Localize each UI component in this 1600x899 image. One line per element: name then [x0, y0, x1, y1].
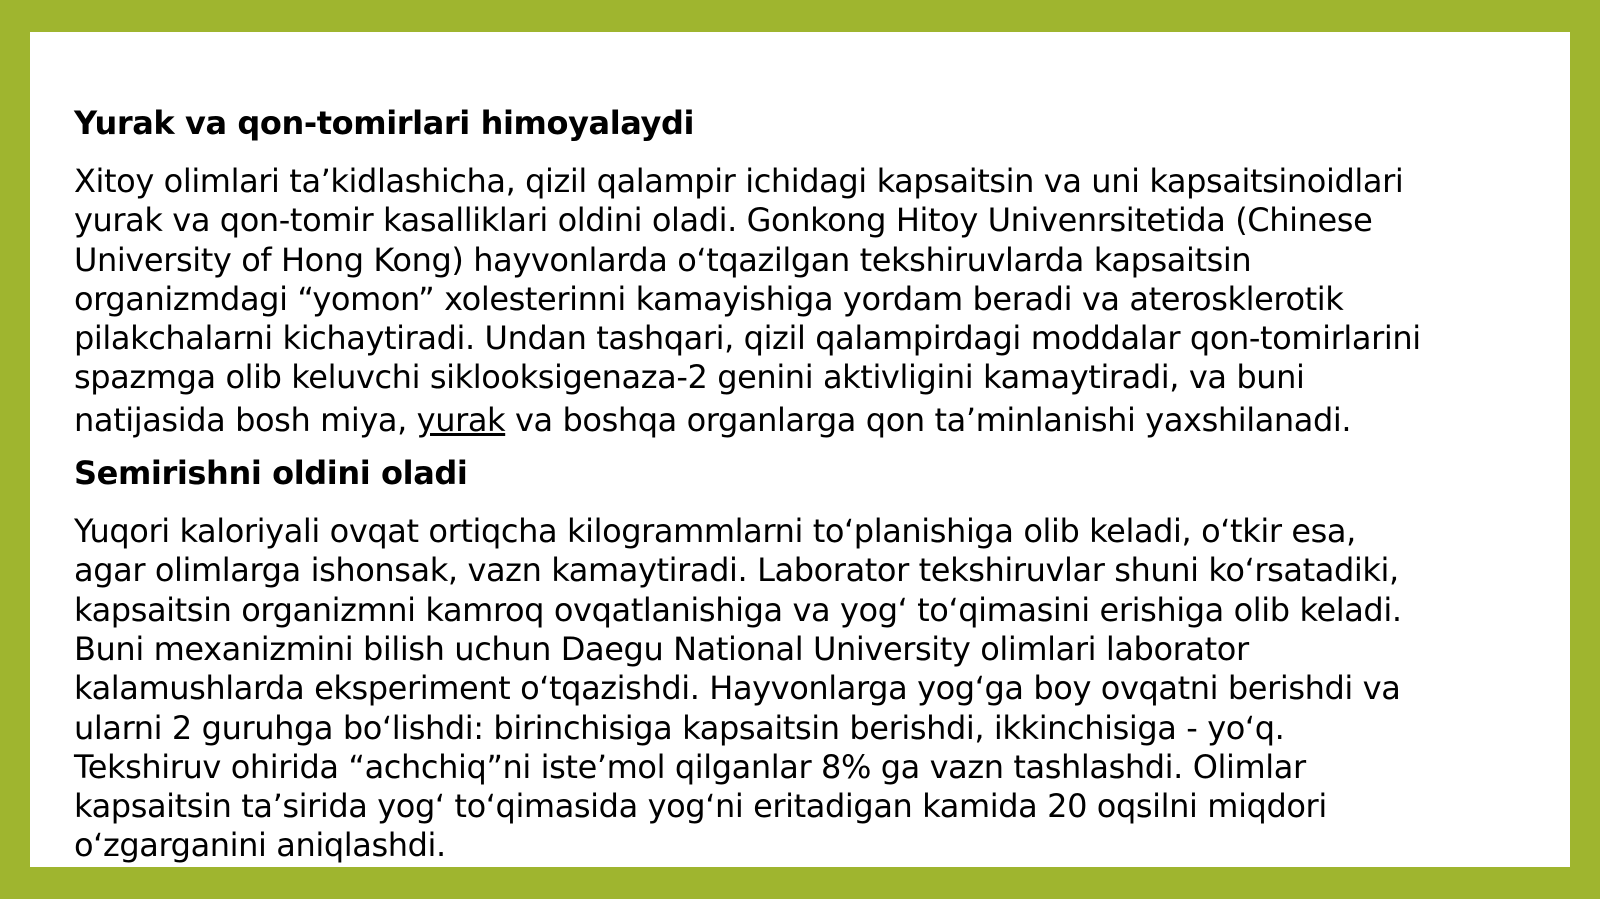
paragraph-line: organizmdagi “yomon” xolesterinni kamayishiga yordam beradi va aterosklerotik — [74, 279, 1344, 318]
slide-content — [74, 98, 1569, 866]
paragraph-line: ularni 2 guruhga bo‘lishdi: birinchisiga kapsaitsin berishdi, ikkinchisiga - yo‘q. — [74, 708, 1285, 747]
paragraph-line: Tekshiruv ohirida “achchiq”ni iste’mol qilganlar 8% ga vazn tashlashdi. Olimlar — [74, 747, 1306, 786]
section-heading-heart: Yurak va qon-tomirlari himoyalaydi — [74, 104, 695, 142]
paragraph-text: va boshqa organlarga qon ta’minlanishi yaxshilanadi. — [505, 400, 1352, 439]
paragraph-line: Xitoy olimlari ta’kidlashicha, qizil qalampir ichidagi kapsaitsin va uni kapsaitsinoidlari — [74, 162, 1404, 200]
paragraph-line: kalamushlarda eksperiment o‘tqazishdi. Hayvonlarga yog‘ga boy ovqatni berishdi va — [74, 669, 1401, 708]
paragraph-line: yurak va qon-tomir kasalliklari oldini oladi. Gonkong Hitoy Univenrsitetida (Chinese — [74, 201, 1373, 240]
paragraph-line: Buni mexanizmini bilish uchun Daegu National University olimlari laborator — [74, 629, 1249, 668]
paragraph-line: Yuqori kaloriyali ovqat ortiqcha kilogrammlarni to‘planishiga olib keladi, o‘tkir esa, — [74, 512, 1356, 551]
section-heading-obesity: Semirishni oldini oladi — [74, 454, 468, 493]
paragraph-line: kapsaitsin organizmni kamroq ovqatlanishiga va yog‘ to‘qimasini erishiga olib keladi. — [74, 590, 1402, 629]
paragraph-heart — [74, 162, 1569, 440]
paragraph-line: kapsaitsin ta’sirida yog‘ to‘qimasida yog‘ni eritadigan kamida 20 oqsilni miqdori — [74, 787, 1327, 826]
paragraph-line — [74, 401, 1569, 440]
paragraph-line: agar olimlarga ishonsak, vazn kamaytiradi. Laborator tekshiruvlar shuni ko‘rsatadiki, — [74, 551, 1399, 590]
paragraph-line: pilakchalarni kichaytiradi. Undan tashqari, qizil qalampirdagi moddalar qon-tomirlarini — [74, 319, 1421, 358]
paragraph-text: natijasida bosh miya, — [74, 400, 417, 439]
yurak-link[interactable]: yurak — [416, 400, 506, 439]
paragraph-line: spazmga olib keluvchi siklooksigenaza-2 genini aktivligini kamaytiradi, va buni — [74, 358, 1305, 397]
frame-bottom-band — [0, 868, 1600, 899]
paragraph-line: o‘zgarganini aniqlashdi. — [74, 826, 446, 865]
paragraph-obesity — [74, 512, 1569, 866]
paragraph-line: University of Hong Kong) hayvonlarda o‘tqazilgan tekshiruvlarda kapsaitsin — [74, 240, 1252, 279]
